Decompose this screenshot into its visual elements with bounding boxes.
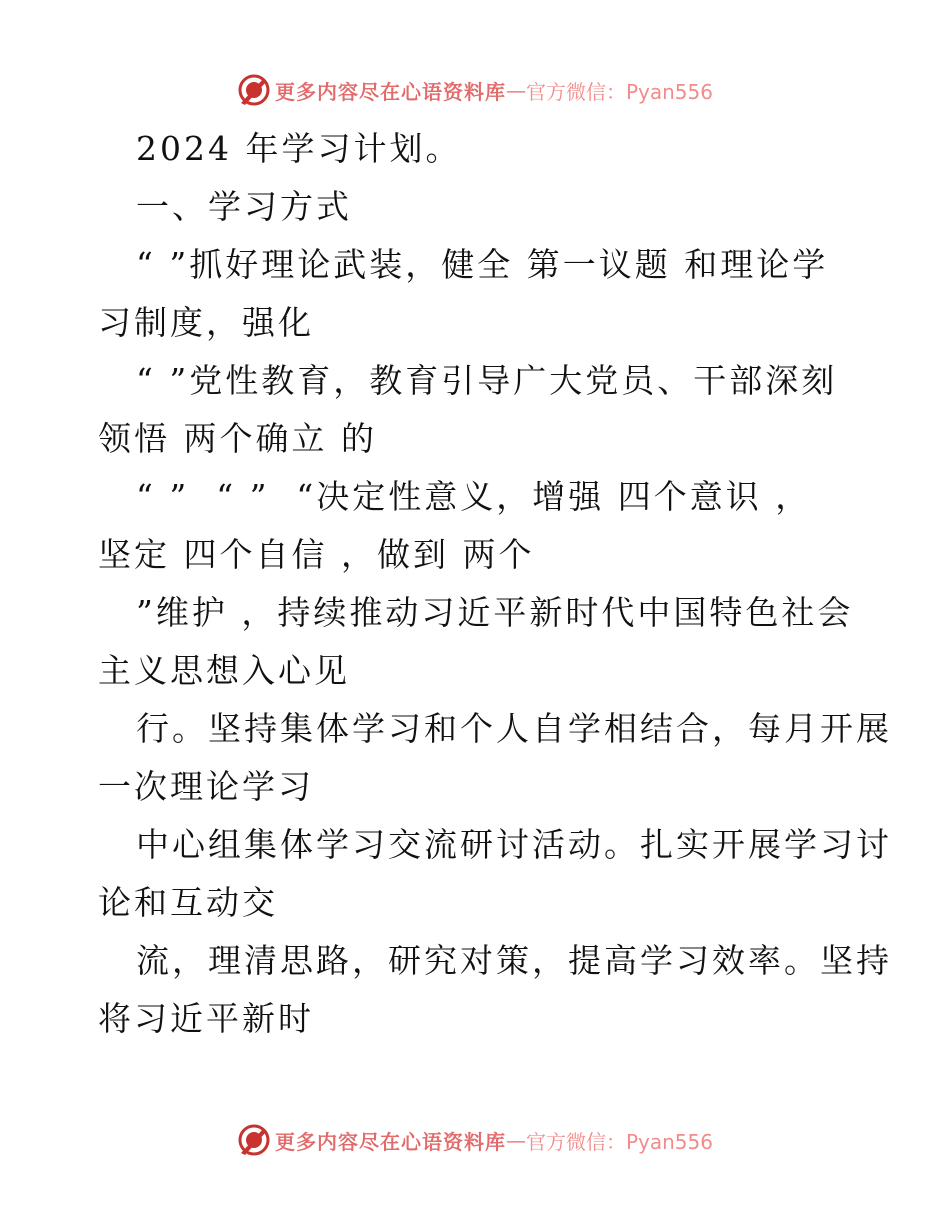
section-heading: 一、学习方式 [136,187,352,226]
paragraph-line: 习制度，强化 [98,303,314,342]
quill-seal-icon [237,1123,271,1157]
paragraph-line: ”维护 ，持续推动习近平新时代中国特色社会 [136,593,854,632]
watermark-separator: — [505,78,526,102]
watermark-header [0,70,950,110]
watermark-wechat-text: 官方微信：Pyan556 [525,1129,713,1154]
doc-title: 2024 年学习计划。 [136,129,462,168]
paragraph-line: 流，理清思路，研究对策，提高学习效率。坚持 [136,941,892,980]
paragraph-line: “ ”抓好理论武装，健全 第一议题 和理论学 [136,245,829,284]
document-body [98,120,892,1048]
watermark-site-text: 更多内容尽在心语资料库 [274,79,506,104]
paragraph-line: 一次理论学习 [98,767,314,806]
paragraph-line: 坚定 四个自信 ，做到 两个 [98,535,535,574]
quill-seal-icon [237,73,271,107]
paragraph-line: 主义思想入心见 [98,651,350,690]
paragraph-line: 中心组集体学习交流研讨活动。扎实开展学习讨 [136,825,892,864]
watermark-footer [0,1120,950,1160]
paragraph-line: “ ” “ ” “决定性意义，增强 四个意识 ， [136,477,812,516]
watermark-wechat-text: 官方微信：Pyan556 [525,79,713,104]
watermark-site-text: 更多内容尽在心语资料库 [274,1129,506,1154]
watermark-separator: — [505,1128,526,1152]
paragraph-line: 领悟 两个确立 的 [98,419,377,458]
paragraph-line: 行。坚持集体学习和个人自学相结合，每月开展 [136,709,892,748]
paragraph-line: 论和互动交 [98,883,278,922]
paragraph-line: “ ”党性教育，教育引导广大党员、干部深刻 [136,361,838,400]
paragraph-line: 将习近平新时 [98,999,314,1038]
